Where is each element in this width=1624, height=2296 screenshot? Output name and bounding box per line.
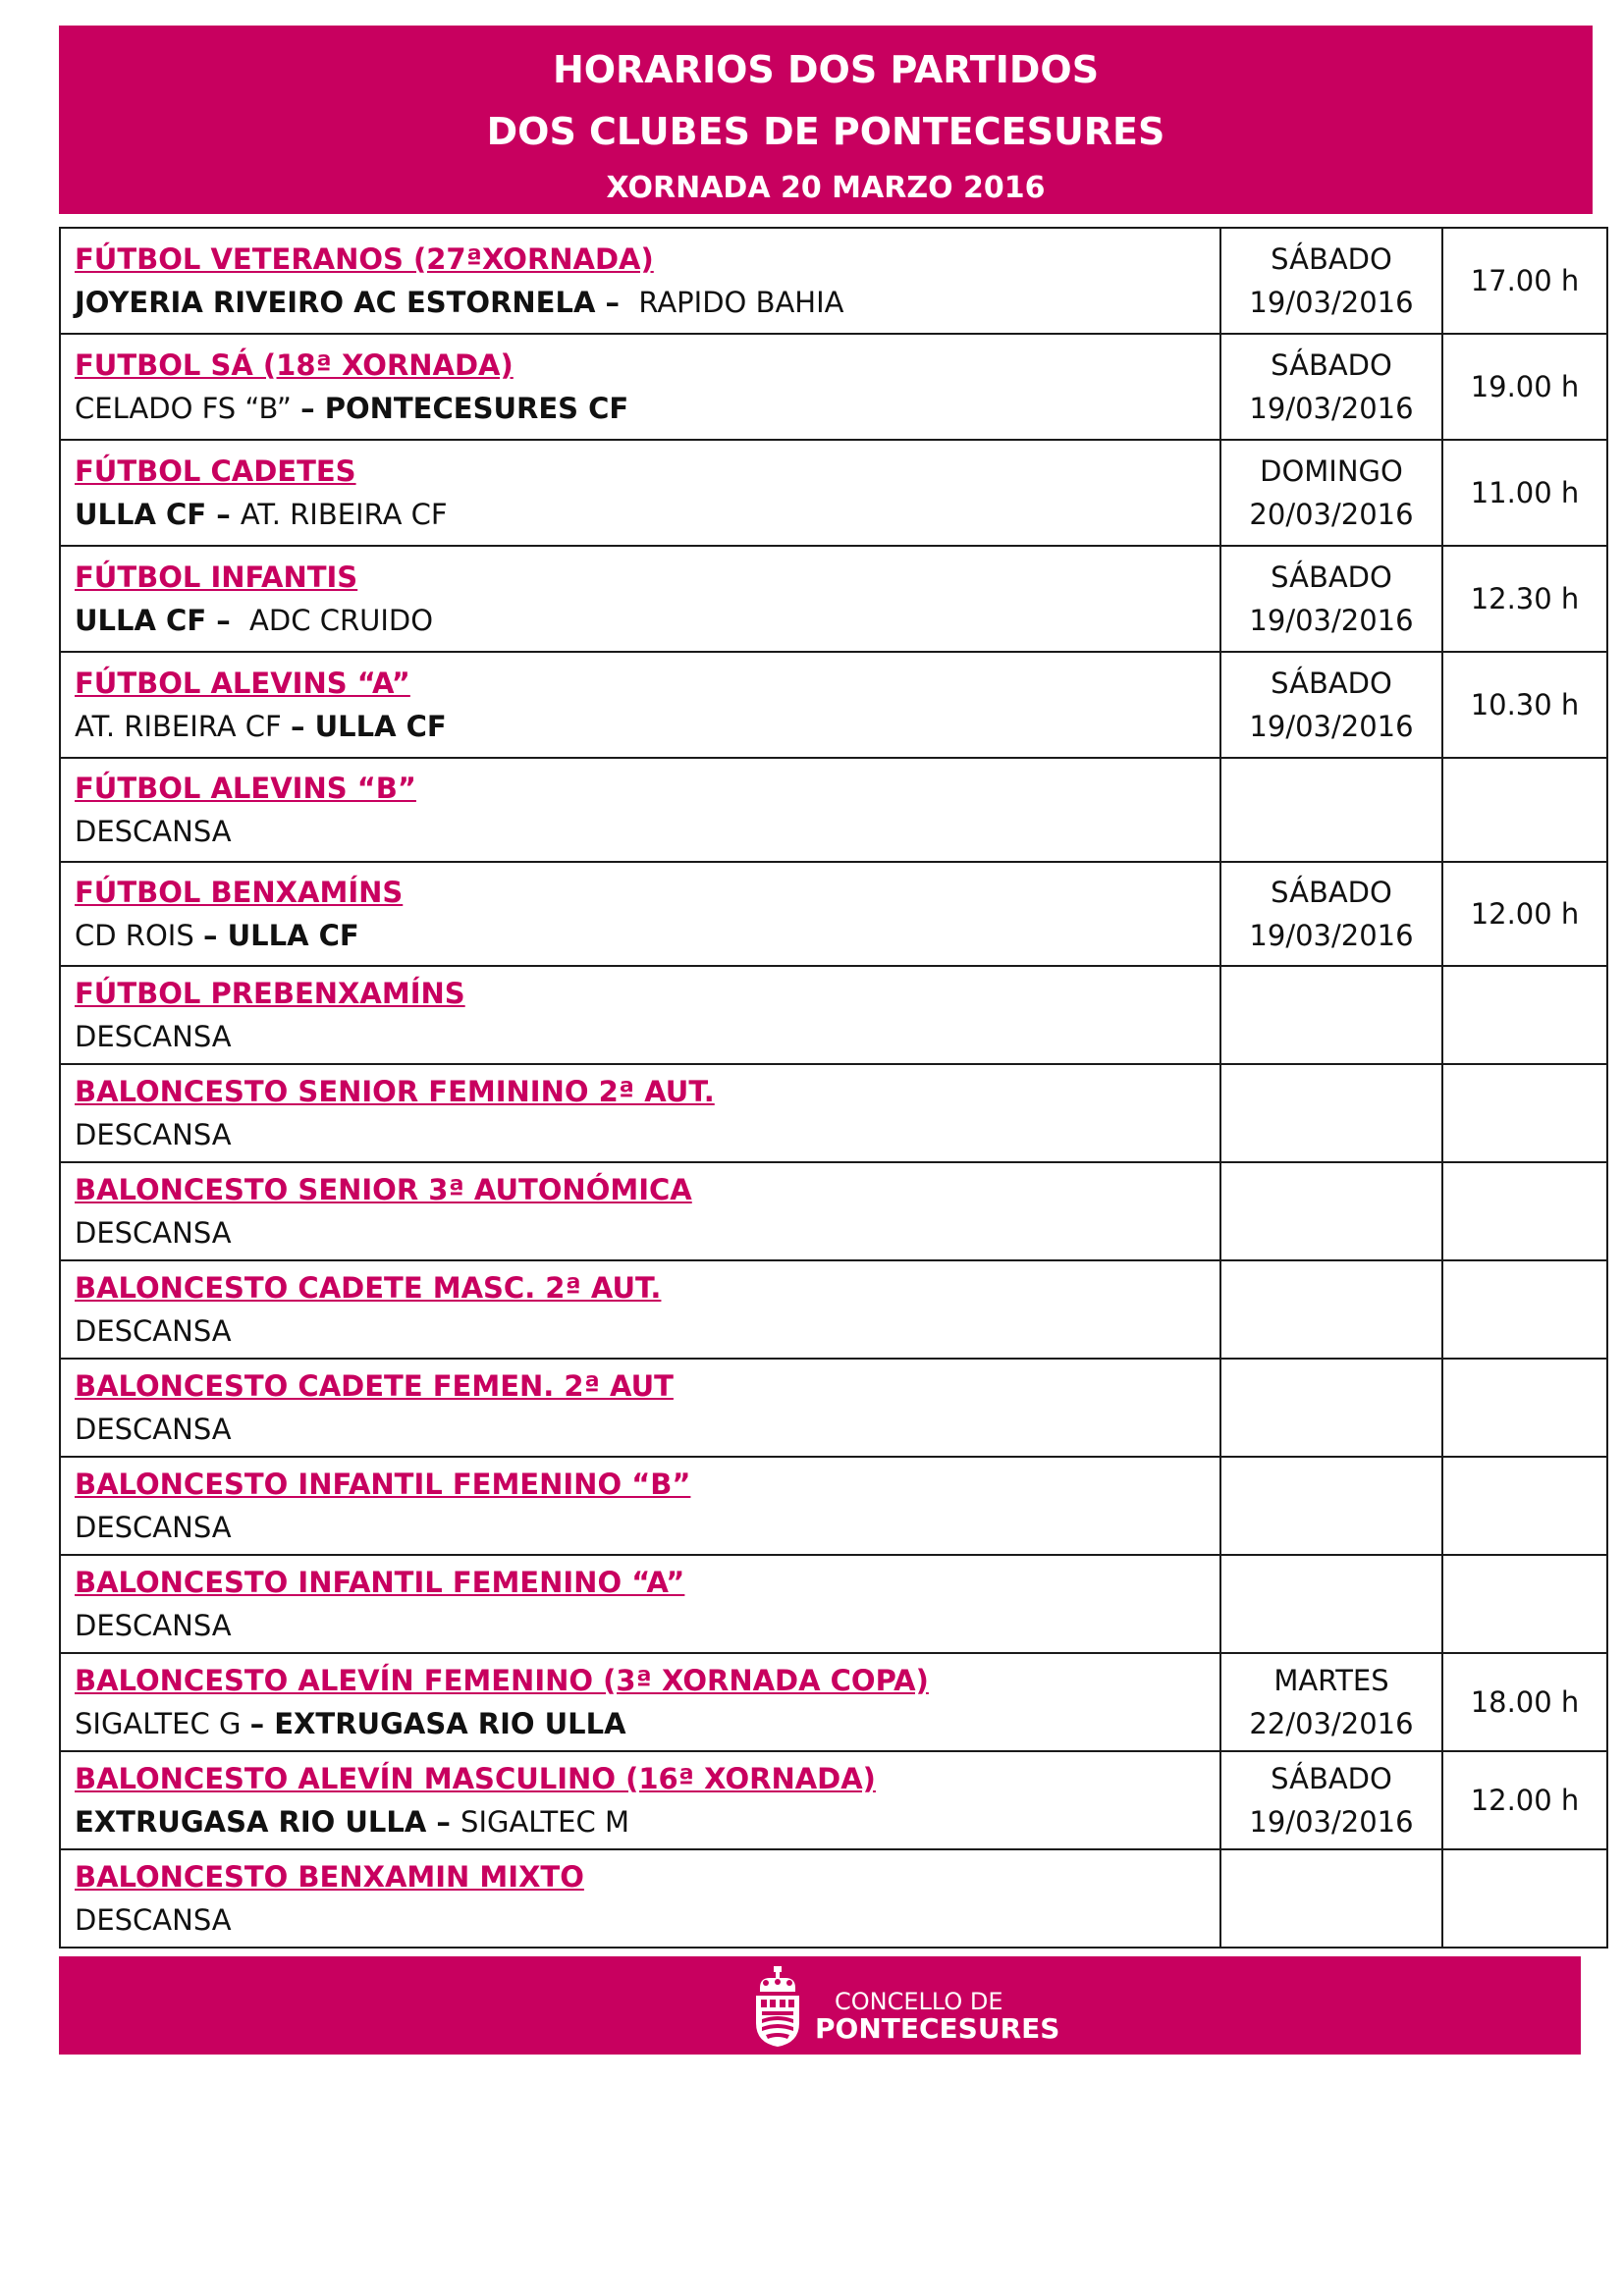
- team-b: EXTRUGASA RIO ULLA: [274, 1707, 626, 1740]
- match-date: 19/03/2016: [1249, 392, 1414, 425]
- team-a: CELADO FS “B”: [75, 392, 301, 425]
- time-cell: 12.30 h: [1442, 546, 1607, 652]
- team-a: AT. RIBEIRA CF: [75, 710, 291, 743]
- schedule-table: [59, 227, 1608, 1949]
- category-title: FÚTBOL ALEVINS “A”: [75, 667, 410, 700]
- match-cell: [60, 334, 1220, 440]
- match-date: 20/03/2016: [1249, 498, 1414, 531]
- logo-text-pontecesures: PONTECESURES: [815, 2012, 1060, 2045]
- schedule-row: [60, 1653, 1607, 1751]
- schedule-row: [60, 966, 1607, 1064]
- team-separator: –: [290, 710, 315, 743]
- teams-line: [75, 1604, 1219, 1647]
- category-title: FÚTBOL ALEVINS “B”: [75, 772, 416, 805]
- time-cell: 17.00 h: [1442, 228, 1607, 334]
- team-a: DESCANSA: [75, 815, 232, 848]
- category-title: FUTBOL SÁ (18ª XORNADA): [75, 348, 514, 382]
- schedule-row: [60, 1849, 1607, 1948]
- time-cell: [1442, 758, 1607, 862]
- title-line-2: DOS CLUBES DE PONTECESURES: [486, 110, 1165, 153]
- day-cell: [1220, 1457, 1442, 1555]
- weekday: SÁBADO: [1271, 561, 1392, 594]
- schedule-row: [60, 1751, 1607, 1849]
- team-a: DESCANSA: [75, 1020, 232, 1053]
- team-a: EXTRUGASA RIO ULLA: [75, 1805, 427, 1839]
- team-b: AT. RIBEIRA CF: [240, 498, 448, 531]
- day-cell: [1220, 1653, 1442, 1751]
- weekday: DOMINGO: [1260, 454, 1403, 488]
- weekday: SÁBADO: [1271, 242, 1392, 276]
- team-b: RAPIDO BAHIA: [629, 286, 844, 319]
- teams-line: [75, 1702, 1219, 1745]
- match-cell: [60, 758, 1220, 862]
- match-date: 19/03/2016: [1249, 604, 1414, 637]
- category-title: BALONCESTO INFANTIL FEMENINO “B”: [75, 1468, 691, 1501]
- day-cell: [1220, 228, 1442, 334]
- day-cell: [1220, 966, 1442, 1064]
- match-cell: [60, 1064, 1220, 1162]
- team-a: CD ROIS: [75, 919, 203, 952]
- weekday: SÁBADO: [1271, 348, 1392, 382]
- match-cell: [60, 652, 1220, 758]
- match-date: 19/03/2016: [1249, 286, 1414, 319]
- schedule-row: [60, 334, 1607, 440]
- match-date: 19/03/2016: [1249, 1805, 1414, 1839]
- category-title: BALONCESTO BENXAMIN MIXTO: [75, 1860, 584, 1894]
- teams-line: [75, 1408, 1219, 1451]
- coat-of-arms-icon: [752, 1966, 803, 2047]
- schedule-row: [60, 758, 1607, 862]
- day-cell: [1220, 652, 1442, 758]
- day-cell: [1220, 1162, 1442, 1260]
- match-date: 19/03/2016: [1249, 710, 1414, 743]
- time-cell: [1442, 1555, 1607, 1653]
- team-a: DESCANSA: [75, 1903, 232, 1937]
- match-cell: [60, 440, 1220, 546]
- time-cell: [1442, 966, 1607, 1064]
- team-b: ADC CRUIDO: [240, 604, 434, 637]
- schedule-row: [60, 1555, 1607, 1653]
- day-cell: [1220, 1751, 1442, 1849]
- teams-line: [75, 914, 1219, 957]
- time-cell: 10.30 h: [1442, 652, 1607, 758]
- category-title: FÚTBOL INFANTIS: [75, 561, 358, 594]
- teams-line: [75, 387, 1219, 430]
- concello-logo: [752, 1966, 1076, 2047]
- category-title: FÚTBOL PREBENXAMÍNS: [75, 977, 465, 1010]
- match-cell: [60, 966, 1220, 1064]
- schedule-row: [60, 1359, 1607, 1457]
- team-separator: –: [595, 286, 630, 319]
- time-cell: 12.00 h: [1442, 1751, 1607, 1849]
- schedule-row: [60, 1457, 1607, 1555]
- teams-line: [75, 493, 1219, 536]
- match-date: 19/03/2016: [1249, 919, 1414, 952]
- time-cell: 11.00 h: [1442, 440, 1607, 546]
- day-cell: [1220, 758, 1442, 862]
- team-b: ULLA CF: [314, 710, 447, 743]
- time-cell: [1442, 1260, 1607, 1359]
- team-a: JOYERIA RIVEIRO AC ESTORNELA: [75, 286, 596, 319]
- teams-line: [75, 810, 1219, 853]
- day-cell: [1220, 1260, 1442, 1359]
- teams-line: [75, 1800, 1219, 1843]
- match-cell: [60, 1849, 1220, 1948]
- day-cell: [1220, 1555, 1442, 1653]
- title-line-1: HORARIOS DOS PARTIDOS: [552, 48, 1100, 91]
- time-cell: 12.00 h: [1442, 862, 1607, 966]
- day-cell: [1220, 334, 1442, 440]
- team-a: DESCANSA: [75, 1511, 232, 1544]
- weekday: SÁBADO: [1271, 876, 1392, 909]
- weekday: SÁBADO: [1271, 667, 1392, 700]
- time-cell: 18.00 h: [1442, 1653, 1607, 1751]
- category-title: BALONCESTO ALEVÍN MASCULINO (16ª XORNADA): [75, 1762, 876, 1795]
- weekday: SÁBADO: [1271, 1762, 1392, 1795]
- day-cell: [1220, 1064, 1442, 1162]
- team-separator: –: [202, 919, 228, 952]
- category-title: BALONCESTO INFANTIL FEMENINO “A”: [75, 1566, 685, 1599]
- day-cell: [1220, 546, 1442, 652]
- subtitle-date: XORNADA 20 MARZO 2016: [606, 171, 1046, 205]
- time-cell: [1442, 1162, 1607, 1260]
- team-a: SIGALTEC G: [75, 1707, 250, 1740]
- team-separator: –: [426, 1805, 461, 1839]
- match-cell: [60, 862, 1220, 966]
- match-cell: [60, 1751, 1220, 1849]
- team-a: DESCANSA: [75, 1609, 232, 1642]
- weekday: MARTES: [1273, 1664, 1389, 1697]
- page-footer: [59, 1956, 1581, 2055]
- category-title: BALONCESTO SENIOR 3ª AUTONÓMICA: [75, 1173, 692, 1206]
- teams-line: [75, 1015, 1219, 1058]
- page-header: [59, 26, 1593, 214]
- time-cell: [1442, 1849, 1607, 1948]
- teams-line: [75, 1211, 1219, 1255]
- time-cell: [1442, 1064, 1607, 1162]
- schedule-row: [60, 862, 1607, 966]
- team-a: DESCANSA: [75, 1314, 232, 1348]
- match-cell: [60, 1162, 1220, 1260]
- category-title: BALONCESTO CADETE FEMEN. 2ª AUT: [75, 1369, 674, 1403]
- logo-text-concello: CONCELLO DE: [835, 1988, 1003, 2015]
- teams-line: [75, 705, 1219, 748]
- schedule-row: [60, 1260, 1607, 1359]
- category-title: BALONCESTO CADETE MASC. 2ª AUT.: [75, 1271, 662, 1305]
- category-title: FÚTBOL VETERANOS (27ªXORNADA): [75, 242, 654, 276]
- day-cell: [1220, 1849, 1442, 1948]
- team-a: DESCANSA: [75, 1413, 232, 1446]
- match-cell: [60, 1359, 1220, 1457]
- match-cell: [60, 228, 1220, 334]
- category-title: BALONCESTO ALEVÍN FEMENINO (3ª XORNADA COPA): [75, 1664, 929, 1697]
- schedule-row: [60, 440, 1607, 546]
- teams-line: [75, 1506, 1219, 1549]
- day-cell: [1220, 862, 1442, 966]
- teams-line: [75, 281, 1219, 324]
- team-a: DESCANSA: [75, 1216, 232, 1250]
- teams-line: [75, 1113, 1219, 1156]
- category-title: FÚTBOL CADETES: [75, 454, 356, 488]
- team-b: SIGALTEC M: [460, 1805, 629, 1839]
- schedule-row: [60, 546, 1607, 652]
- time-cell: 19.00 h: [1442, 334, 1607, 440]
- team-b: ULLA CF: [227, 919, 359, 952]
- teams-line: [75, 599, 1219, 642]
- teams-line: [75, 1898, 1219, 1942]
- category-title: BALONCESTO SENIOR FEMININO 2ª AUT.: [75, 1075, 715, 1108]
- match-cell: [60, 1457, 1220, 1555]
- time-cell: [1442, 1457, 1607, 1555]
- teams-line: [75, 1309, 1219, 1353]
- team-a: ULLA CF: [75, 498, 207, 531]
- match-cell: [60, 546, 1220, 652]
- match-cell: [60, 1555, 1220, 1653]
- team-separator: –: [249, 1707, 275, 1740]
- day-cell: [1220, 1359, 1442, 1457]
- team-a: ULLA CF: [75, 604, 207, 637]
- schedule-row: [60, 228, 1607, 334]
- category-title: FÚTBOL BENXAMÍNS: [75, 876, 404, 909]
- team-separator: –: [300, 392, 325, 425]
- team-separator: –: [206, 604, 241, 637]
- match-date: 22/03/2016: [1249, 1707, 1414, 1740]
- schedule-row: [60, 1064, 1607, 1162]
- team-b: PONTECESURES CF: [324, 392, 629, 425]
- match-cell: [60, 1260, 1220, 1359]
- team-separator: –: [206, 498, 241, 531]
- team-a: DESCANSA: [75, 1118, 232, 1151]
- time-cell: [1442, 1359, 1607, 1457]
- schedule-row: [60, 1162, 1607, 1260]
- schedule-row: [60, 652, 1607, 758]
- day-cell: [1220, 440, 1442, 546]
- match-cell: [60, 1653, 1220, 1751]
